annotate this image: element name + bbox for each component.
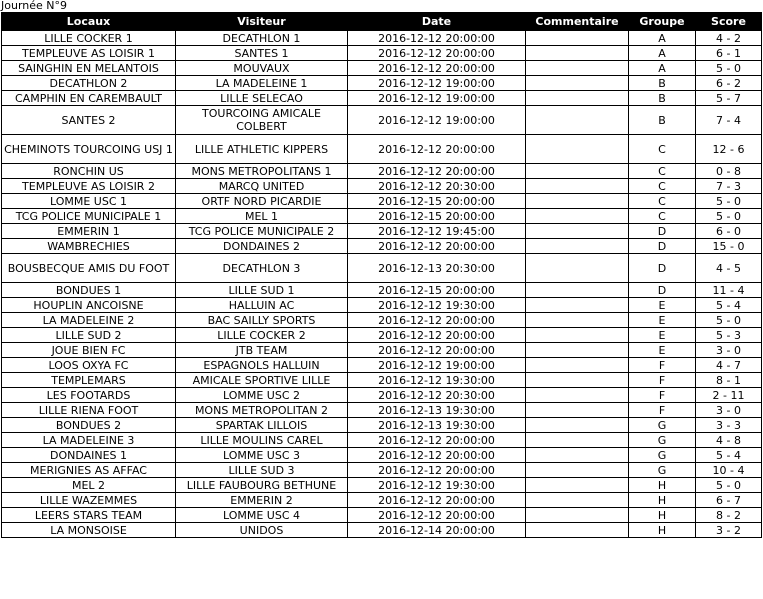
comment-cell: [526, 298, 629, 313]
comment-cell: [526, 179, 629, 194]
comment-cell: [526, 403, 629, 418]
table-row: [2, 61, 762, 76]
table-row: [2, 478, 762, 493]
comment-cell: [526, 523, 629, 538]
comment-cell: [526, 508, 629, 523]
group-cell: H: [629, 493, 696, 508]
home-team-cell: BONDUES 1: [2, 283, 176, 298]
table-body: [2, 31, 762, 538]
away-team-cell: LOMME USC 3: [176, 448, 348, 463]
table-row: [2, 91, 762, 106]
results-table: [1, 12, 762, 538]
score-cell: 4 - 7: [696, 358, 762, 373]
home-team-cell: LILLE SUD 2: [2, 328, 176, 343]
date-cell: 2016-12-15 20:00:00: [348, 283, 526, 298]
group-cell: A: [629, 46, 696, 61]
score-cell: 7 - 4: [696, 106, 762, 135]
score-cell: 8 - 1: [696, 373, 762, 388]
away-team-cell: JTB TEAM: [176, 343, 348, 358]
table-row: [2, 224, 762, 239]
score-cell: 3 - 0: [696, 343, 762, 358]
date-cell: 2016-12-12 19:30:00: [348, 298, 526, 313]
date-cell: 2016-12-13 20:30:00: [348, 254, 526, 283]
away-team-cell: MONS METROPOLITAN 2: [176, 403, 348, 418]
home-team-cell: TCG POLICE MUNICIPALE 1: [2, 209, 176, 224]
table-row: [2, 448, 762, 463]
score-cell: 6 - 2: [696, 76, 762, 91]
table-row: [2, 343, 762, 358]
home-team-cell: LA MONSOISE: [2, 523, 176, 538]
away-team-cell: SANTES 1: [176, 46, 348, 61]
score-cell: 3 - 0: [696, 403, 762, 418]
comment-cell: [526, 493, 629, 508]
score-cell: 10 - 4: [696, 463, 762, 478]
away-team-cell: LILLE MOULINS CAREL: [176, 433, 348, 448]
date-cell: 2016-12-15 20:00:00: [348, 209, 526, 224]
comment-cell: [526, 239, 629, 254]
date-cell: 2016-12-12 19:00:00: [348, 106, 526, 135]
group-cell: C: [629, 209, 696, 224]
home-team-cell: SANTES 2: [2, 106, 176, 135]
away-team-cell: TCG POLICE MUNICIPALE 2: [176, 224, 348, 239]
home-team-cell: LILLE WAZEMMES: [2, 493, 176, 508]
page-title: Journée N°9: [1, 0, 68, 12]
home-team-cell: LA MADELEINE 3: [2, 433, 176, 448]
home-team-cell: HOUPLIN ANCOISNE: [2, 298, 176, 313]
group-cell: D: [629, 224, 696, 239]
home-team-cell: DONDAINES 1: [2, 448, 176, 463]
home-team-cell: LA MADELEINE 2: [2, 313, 176, 328]
group-cell: C: [629, 135, 696, 164]
group-cell: D: [629, 254, 696, 283]
comment-cell: [526, 224, 629, 239]
date-cell: 2016-12-12 20:00:00: [348, 46, 526, 61]
table-row: [2, 433, 762, 448]
home-team-cell: WAMBRECHIES: [2, 239, 176, 254]
group-cell: G: [629, 433, 696, 448]
column-header-groupe[interactable]: Groupe: [629, 13, 696, 31]
table-row: [2, 373, 762, 388]
comment-cell: [526, 418, 629, 433]
score-cell: 5 - 0: [696, 194, 762, 209]
away-team-cell: LILLE ATHLETIC KIPPERS: [176, 135, 348, 164]
date-cell: 2016-12-12 19:00:00: [348, 358, 526, 373]
comment-cell: [526, 76, 629, 91]
comment-cell: [526, 135, 629, 164]
home-team-cell: RONCHIN US: [2, 164, 176, 179]
table-row: [2, 418, 762, 433]
comment-cell: [526, 91, 629, 106]
score-cell: 6 - 7: [696, 493, 762, 508]
comment-cell: [526, 31, 629, 46]
group-cell: D: [629, 239, 696, 254]
group-cell: H: [629, 508, 696, 523]
away-team-cell: LILLE COCKER 2: [176, 328, 348, 343]
group-cell: F: [629, 358, 696, 373]
column-header-commentaire[interactable]: Commentaire: [526, 13, 629, 31]
table-row: [2, 403, 762, 418]
date-cell: 2016-12-12 19:30:00: [348, 478, 526, 493]
table-row: [2, 328, 762, 343]
group-cell: D: [629, 283, 696, 298]
table-row: [2, 106, 762, 135]
table-row: [2, 76, 762, 91]
home-team-cell: MERIGNIES AS AFFAC: [2, 463, 176, 478]
comment-cell: [526, 388, 629, 403]
score-cell: 4 - 2: [696, 31, 762, 46]
table-row: [2, 313, 762, 328]
table-row: [2, 358, 762, 373]
date-cell: 2016-12-12 20:30:00: [348, 179, 526, 194]
table-row: [2, 508, 762, 523]
away-team-cell: ESPAGNOLS HALLUIN: [176, 358, 348, 373]
away-team-cell: HALLUIN AC: [176, 298, 348, 313]
group-cell: G: [629, 418, 696, 433]
date-cell: 2016-12-12 20:00:00: [348, 313, 526, 328]
score-cell: 7 - 3: [696, 179, 762, 194]
table-row: [2, 298, 762, 313]
score-cell: 4 - 8: [696, 433, 762, 448]
table-row: [2, 463, 762, 478]
away-team-cell: LILLE SUD 3: [176, 463, 348, 478]
table-row: [2, 46, 762, 61]
date-cell: 2016-12-12 20:00:00: [348, 164, 526, 179]
date-cell: 2016-12-12 20:00:00: [348, 508, 526, 523]
home-team-cell: CHEMINOTS TOURCOING USJ 1: [2, 135, 176, 164]
score-cell: 5 - 0: [696, 313, 762, 328]
home-team-cell: LEERS STARS TEAM: [2, 508, 176, 523]
group-cell: H: [629, 523, 696, 538]
home-team-cell: CAMPHIN EN CAREMBAULT: [2, 91, 176, 106]
comment-cell: [526, 209, 629, 224]
table-row: [2, 239, 762, 254]
group-cell: B: [629, 76, 696, 91]
score-cell: 5 - 3: [696, 328, 762, 343]
home-team-cell: JOUE BIEN FC: [2, 343, 176, 358]
date-cell: 2016-12-12 20:00:00: [348, 135, 526, 164]
group-cell: E: [629, 328, 696, 343]
date-cell: 2016-12-13 19:30:00: [348, 403, 526, 418]
home-team-cell: DECATHLON 2: [2, 76, 176, 91]
home-team-cell: TEMPLEUVE AS LOISIR 2: [2, 179, 176, 194]
table-row: [2, 254, 762, 283]
comment-cell: [526, 448, 629, 463]
home-team-cell: SAINGHIN EN MELANTOIS: [2, 61, 176, 76]
group-cell: F: [629, 373, 696, 388]
home-team-cell: BONDUES 2: [2, 418, 176, 433]
date-cell: 2016-12-12 20:00:00: [348, 448, 526, 463]
date-cell: 2016-12-15 20:00:00: [348, 194, 526, 209]
comment-cell: [526, 194, 629, 209]
group-cell: A: [629, 31, 696, 46]
table-row: [2, 179, 762, 194]
comment-cell: [526, 343, 629, 358]
table-row: [2, 283, 762, 298]
date-cell: 2016-12-12 20:00:00: [348, 493, 526, 508]
home-team-cell: EMMERIN 1: [2, 224, 176, 239]
comment-cell: [526, 106, 629, 135]
table-row: [2, 31, 762, 46]
home-team-cell: TEMPLEUVE AS LOISIR 1: [2, 46, 176, 61]
group-cell: E: [629, 298, 696, 313]
score-cell: 2 - 11: [696, 388, 762, 403]
away-team-cell: MARCQ UNITED: [176, 179, 348, 194]
home-team-cell: LOOS OXYA FC: [2, 358, 176, 373]
away-team-cell: MOUVAUX: [176, 61, 348, 76]
score-cell: 5 - 7: [696, 91, 762, 106]
away-team-cell: AMICALE SPORTIVE LILLE: [176, 373, 348, 388]
score-cell: 5 - 0: [696, 209, 762, 224]
comment-cell: [526, 313, 629, 328]
score-cell: 5 - 0: [696, 478, 762, 493]
away-team-cell: BAC SAILLY SPORTS: [176, 313, 348, 328]
comment-cell: [526, 61, 629, 76]
score-cell: 4 - 5: [696, 254, 762, 283]
group-cell: B: [629, 106, 696, 135]
date-cell: 2016-12-12 20:00:00: [348, 61, 526, 76]
score-cell: 3 - 3: [696, 418, 762, 433]
away-team-cell: LOMME USC 4: [176, 508, 348, 523]
date-cell: 2016-12-12 19:00:00: [348, 76, 526, 91]
home-team-cell: LILLE RIENA FOOT: [2, 403, 176, 418]
score-cell: 5 - 4: [696, 448, 762, 463]
group-cell: E: [629, 343, 696, 358]
group-cell: C: [629, 164, 696, 179]
away-team-cell: LILLE SUD 1: [176, 283, 348, 298]
score-cell: 8 - 2: [696, 508, 762, 523]
home-team-cell: LOMME USC 1: [2, 194, 176, 209]
away-team-cell: LILLE FAUBOURG BETHUNE: [176, 478, 348, 493]
group-cell: C: [629, 179, 696, 194]
group-cell: E: [629, 313, 696, 328]
date-cell: 2016-12-12 20:30:00: [348, 388, 526, 403]
column-header-locaux[interactable]: Locaux: [2, 13, 176, 31]
date-cell: 2016-12-12 19:45:00: [348, 224, 526, 239]
date-cell: 2016-12-12 20:00:00: [348, 463, 526, 478]
comment-cell: [526, 254, 629, 283]
column-header-visiteur[interactable]: Visiteur: [176, 13, 348, 31]
header-row: [2, 13, 762, 31]
away-team-cell: TOURCOING AMICALE COLBERT: [176, 106, 348, 135]
comment-cell: [526, 373, 629, 388]
comment-cell: [526, 358, 629, 373]
score-cell: 11 - 4: [696, 283, 762, 298]
score-cell: 6 - 1: [696, 46, 762, 61]
date-cell: 2016-12-12 19:00:00: [348, 91, 526, 106]
column-header-date[interactable]: Date: [348, 13, 526, 31]
home-team-cell: LILLE COCKER 1: [2, 31, 176, 46]
away-team-cell: EMMERIN 2: [176, 493, 348, 508]
away-team-cell: DONDAINES 2: [176, 239, 348, 254]
away-team-cell: LA MADELEINE 1: [176, 76, 348, 91]
group-cell: G: [629, 463, 696, 478]
comment-cell: [526, 463, 629, 478]
away-team-cell: MEL 1: [176, 209, 348, 224]
group-cell: C: [629, 194, 696, 209]
date-cell: 2016-12-12 19:30:00: [348, 373, 526, 388]
date-cell: 2016-12-12 20:00:00: [348, 343, 526, 358]
table-row: [2, 135, 762, 164]
away-team-cell: MONS METROPOLITANS 1: [176, 164, 348, 179]
home-team-cell: BOUSBECQUE AMIS DU FOOT: [2, 254, 176, 283]
table-row: [2, 388, 762, 403]
away-team-cell: SPARTAK LILLOIS: [176, 418, 348, 433]
date-cell: 2016-12-12 20:00:00: [348, 31, 526, 46]
comment-cell: [526, 164, 629, 179]
table-row: [2, 164, 762, 179]
comment-cell: [526, 433, 629, 448]
date-cell: 2016-12-12 20:00:00: [348, 433, 526, 448]
group-cell: F: [629, 403, 696, 418]
comment-cell: [526, 328, 629, 343]
score-cell: 0 - 8: [696, 164, 762, 179]
group-cell: F: [629, 388, 696, 403]
group-cell: H: [629, 478, 696, 493]
comment-cell: [526, 46, 629, 61]
away-team-cell: LOMME USC 2: [176, 388, 348, 403]
score-cell: 6 - 0: [696, 224, 762, 239]
date-cell: 2016-12-12 20:00:00: [348, 239, 526, 254]
home-team-cell: MEL 2: [2, 478, 176, 493]
comment-cell: [526, 283, 629, 298]
comment-cell: [526, 478, 629, 493]
away-team-cell: UNIDOS: [176, 523, 348, 538]
away-team-cell: LILLE SELECAO: [176, 91, 348, 106]
home-team-cell: LES FOOTARDS: [2, 388, 176, 403]
table-row: [2, 209, 762, 224]
date-cell: 2016-12-12 20:00:00: [348, 328, 526, 343]
date-cell: 2016-12-14 20:00:00: [348, 523, 526, 538]
table-row: [2, 493, 762, 508]
score-cell: 5 - 4: [696, 298, 762, 313]
away-team-cell: DECATHLON 1: [176, 31, 348, 46]
table-row: [2, 523, 762, 538]
date-cell: 2016-12-13 19:30:00: [348, 418, 526, 433]
home-team-cell: TEMPLEMARS: [2, 373, 176, 388]
away-team-cell: DECATHLON 3: [176, 254, 348, 283]
score-cell: 15 - 0: [696, 239, 762, 254]
score-cell: 3 - 2: [696, 523, 762, 538]
score-cell: 5 - 0: [696, 61, 762, 76]
group-cell: B: [629, 91, 696, 106]
away-team-cell: ORTF NORD PICARDIE: [176, 194, 348, 209]
column-header-score[interactable]: Score: [696, 13, 762, 31]
group-cell: A: [629, 61, 696, 76]
table-row: [2, 194, 762, 209]
group-cell: G: [629, 448, 696, 463]
score-cell: 12 - 6: [696, 135, 762, 164]
